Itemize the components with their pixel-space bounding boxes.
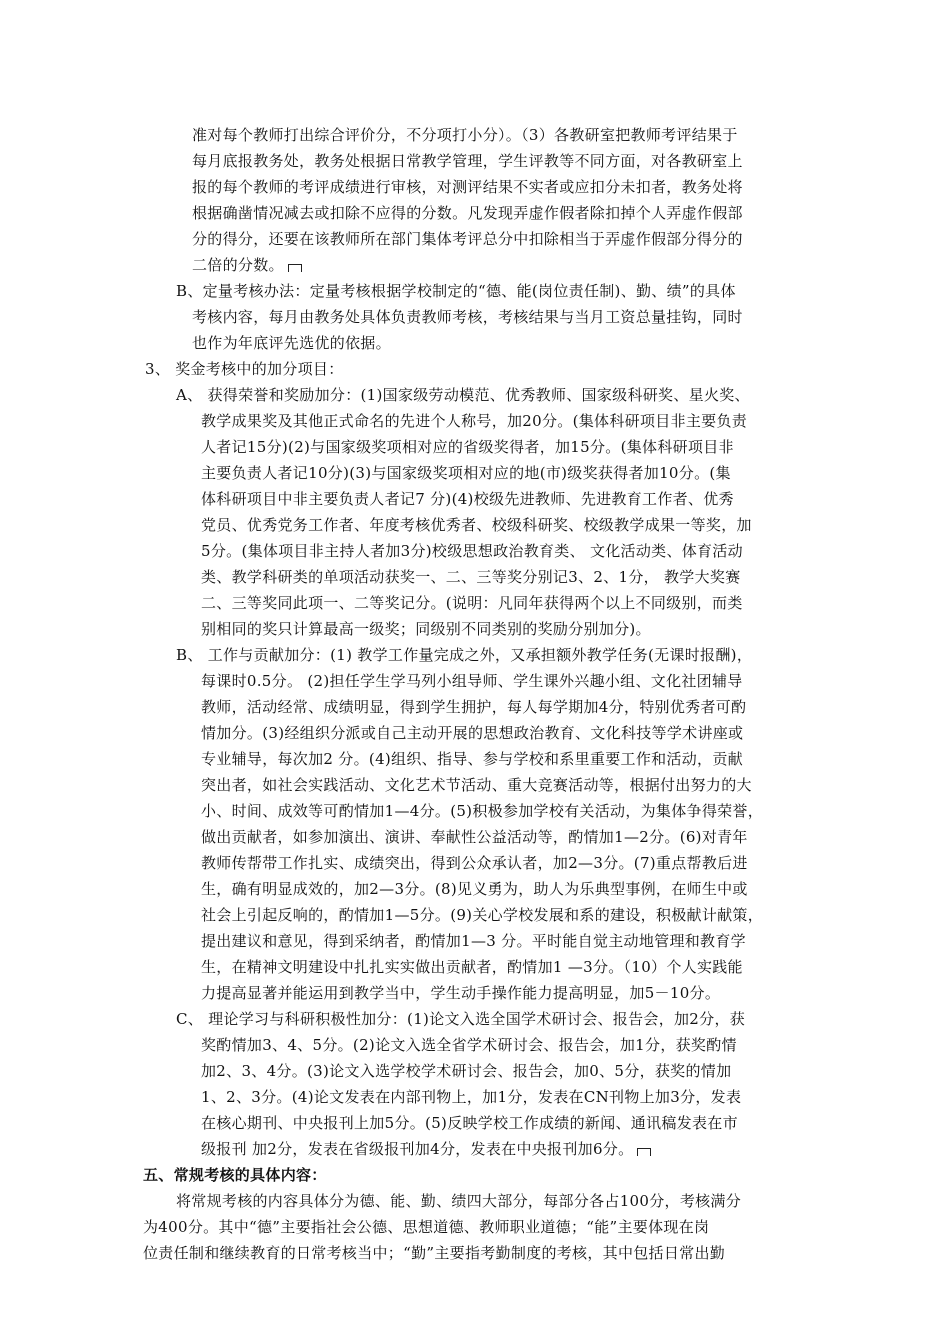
text-line: A、 获得荣誉和奖励加分：(1)国家级劳动模范、优秀教师、国家级科研奖、星火奖、 bbox=[176, 386, 750, 404]
text-line: 人者记15分)(2)与国家级奖项相对应的省级奖得者，加15分。(集体科研项目非 bbox=[201, 438, 734, 456]
text-line: 情加分。(3)经组织分派或自己主动开展的思想政治教育、文化科技等学术讲座或 bbox=[201, 724, 744, 742]
text-line: 考核内容，每月由教务处具体负责教师考核，考核结果与当月工资总量挂钩，同时 bbox=[192, 308, 743, 326]
text-line: 教师传帮带工作扎实、成绩突出，得到公众承认者，加2—3分。(7)重点帮教后进 bbox=[201, 854, 748, 872]
text-line: 力提高显著并能运用到教学当中，学生动手操作能力提高明显，加5－10分。 bbox=[201, 984, 721, 1002]
text-line: 生，在精神文明建设中扎扎实实做出贡献者，酌情加1 —3分。（10）个人实践能 bbox=[201, 958, 743, 976]
paragraph-mark-icon bbox=[637, 1148, 651, 1156]
text-line: 二倍的分数。 bbox=[192, 253, 302, 277]
text-line: 每月底报教务处，教务处根据日常教学管理，学生评教等不同方面，对各教研室上 bbox=[192, 152, 743, 170]
text-line: 主要负责人者记10分)(3)与国家级奖项相对应的地(市)级奖获得者加10分。(集 bbox=[201, 464, 731, 482]
text-line: 小、时间、成效等可酌情加1—4分。(5)积极参加学校有关活动，为集体争得荣誉， bbox=[201, 802, 764, 820]
text-line: 二、三等奖同此项一、二等奖记分。(说明：凡同年获得两个以上不同级别，而类 bbox=[201, 594, 743, 612]
text-line: 做出贡献者，如参加演出、演讲、奉献性公益活动等，酌情加1—2分。(6)对青年 bbox=[201, 828, 748, 846]
text-line: 奖酌情加3、4、5分。(2)论文入选全省学术研讨会、报告会，加1分，获奖酌情 bbox=[201, 1036, 737, 1054]
text-line: 党员、优秀党务工作者、年度考核优秀者、校级科研奖、校级教学成果一等奖，加 bbox=[201, 516, 752, 534]
text-line: 突出者，如社会实践活动、文化艺术节活动、重大竞赛活动等，根据付出努力的大 bbox=[201, 776, 752, 794]
text-line: B、定量考核办法：定量考核根据学校制定的“德、能(岗位责任制)、勤、绩”的具体 bbox=[176, 282, 736, 300]
text-line: 将常规考核的内容具体分为德、能、勤、绩四大部分，每部分各占100分，考核满分 bbox=[176, 1192, 742, 1210]
text-line: 5分。(集体项目非主持人者加3分)校级思想政治教育类、 文化活动类、体育活动 bbox=[201, 542, 743, 560]
text-line: 准对每个教师打出综合评价分，不分项打小分）。（3）各教研室把教师考评结果于 bbox=[192, 126, 738, 144]
text-line: 在核心期刊、中央报刊上加5分。(5)反映学校工作成绩的新闻、通讯稿发表在市 bbox=[201, 1114, 738, 1132]
text-line: 1、2、3分。(4)论文发表在内部刊物上，加1分，发表在CN刊物上加3分，发表 bbox=[201, 1088, 742, 1106]
text-line: 教学成果奖及其他正式命名的先进个人称号，加20分。(集体科研项目非主要负责 bbox=[201, 412, 748, 430]
text-line: 别相同的奖只计算最高一级奖；同级别不同类别的奖励分别加分)。 bbox=[201, 620, 651, 638]
section-heading: 五、常规考核的具体内容： bbox=[143, 1166, 327, 1184]
text-line: 社会上引起反响的，酌情加1—5分。(9)关心学校发展和系的建设，积极献计献策， bbox=[201, 906, 764, 924]
text-line: 加2、3、4分。(3)论文入选学校学术研讨会、报告会，加0、5分，获奖的情加 bbox=[201, 1062, 732, 1080]
text-line: 为400分。其中“德”主要指社会公德、思想道德、教师职业道德；“能”主要体现在岗 bbox=[143, 1218, 710, 1236]
paragraph-mark-icon bbox=[288, 264, 302, 272]
section-heading: 3、 奖金考核中的加分项目： bbox=[145, 360, 344, 378]
text-line: 教师，活动经常、成绩明显，得到学生拥护，每人每学期加4分，特别优秀者可酌 bbox=[201, 698, 747, 716]
text-line: 级报刊 加2分，发表在省级报刊加4分，发表在中央报刊加6分。 bbox=[201, 1137, 651, 1161]
text-line: 也作为年底评先选优的依据。 bbox=[192, 334, 391, 352]
text-line: C、 理论学习与科研积极性加分：(1)论文入选全国学术研讨会、报告会，加2分，获 bbox=[176, 1010, 746, 1028]
text-line: 分的得分，还要在该教师所在部门集体考评总分中扣除相当于弄虚作假部分得分的 bbox=[192, 230, 743, 248]
text-line: 每课时0.5分。 (2)担任学生学马列小组导师、学生课外兴趣小组、文化社团辅导 bbox=[201, 672, 743, 690]
text-line: 生，确有明显成效的，加2—3分。(8)见义勇为，助人为乐典型事例，在师生中或 bbox=[201, 880, 748, 898]
text-line: 类、教学科研类的单项活动获奖一、二、三等奖分别记3、2、1分， 教学大奖赛 bbox=[201, 568, 741, 586]
text-line: 位责任制和继续教育的日常考核当中；“勤”主要指考勤制度的考核，其中包括日常出勤 bbox=[143, 1244, 726, 1262]
text-line: B、 工作与贡献加分：(1) 教学工作量完成之外，又承担额外教学任务(无课时报酬)， bbox=[176, 646, 753, 664]
text-line: 提出建议和意见，得到采纳者，酌情加1—3 分。平时能自觉主动地管理和教育学 bbox=[201, 932, 746, 950]
text-line: 专业辅导，每次加2 分。(4)组织、指导、参与学校和系里重要工作和活动，贡献 bbox=[201, 750, 743, 768]
text-line: 根据确凿情况减去或扣除不应得的分数。凡发现弄虚作假者除扣掉个人弄虚作假部 bbox=[192, 204, 743, 222]
text-line: 体科研项目中非主要负责人者记7 分)(4)校级先进教师、先进教育工作者、优秀 bbox=[201, 490, 734, 508]
text-line: 报的每个教师的考评成绩进行审核，对测评结果不实者或应扣分未扣者，教务处将 bbox=[192, 178, 743, 196]
